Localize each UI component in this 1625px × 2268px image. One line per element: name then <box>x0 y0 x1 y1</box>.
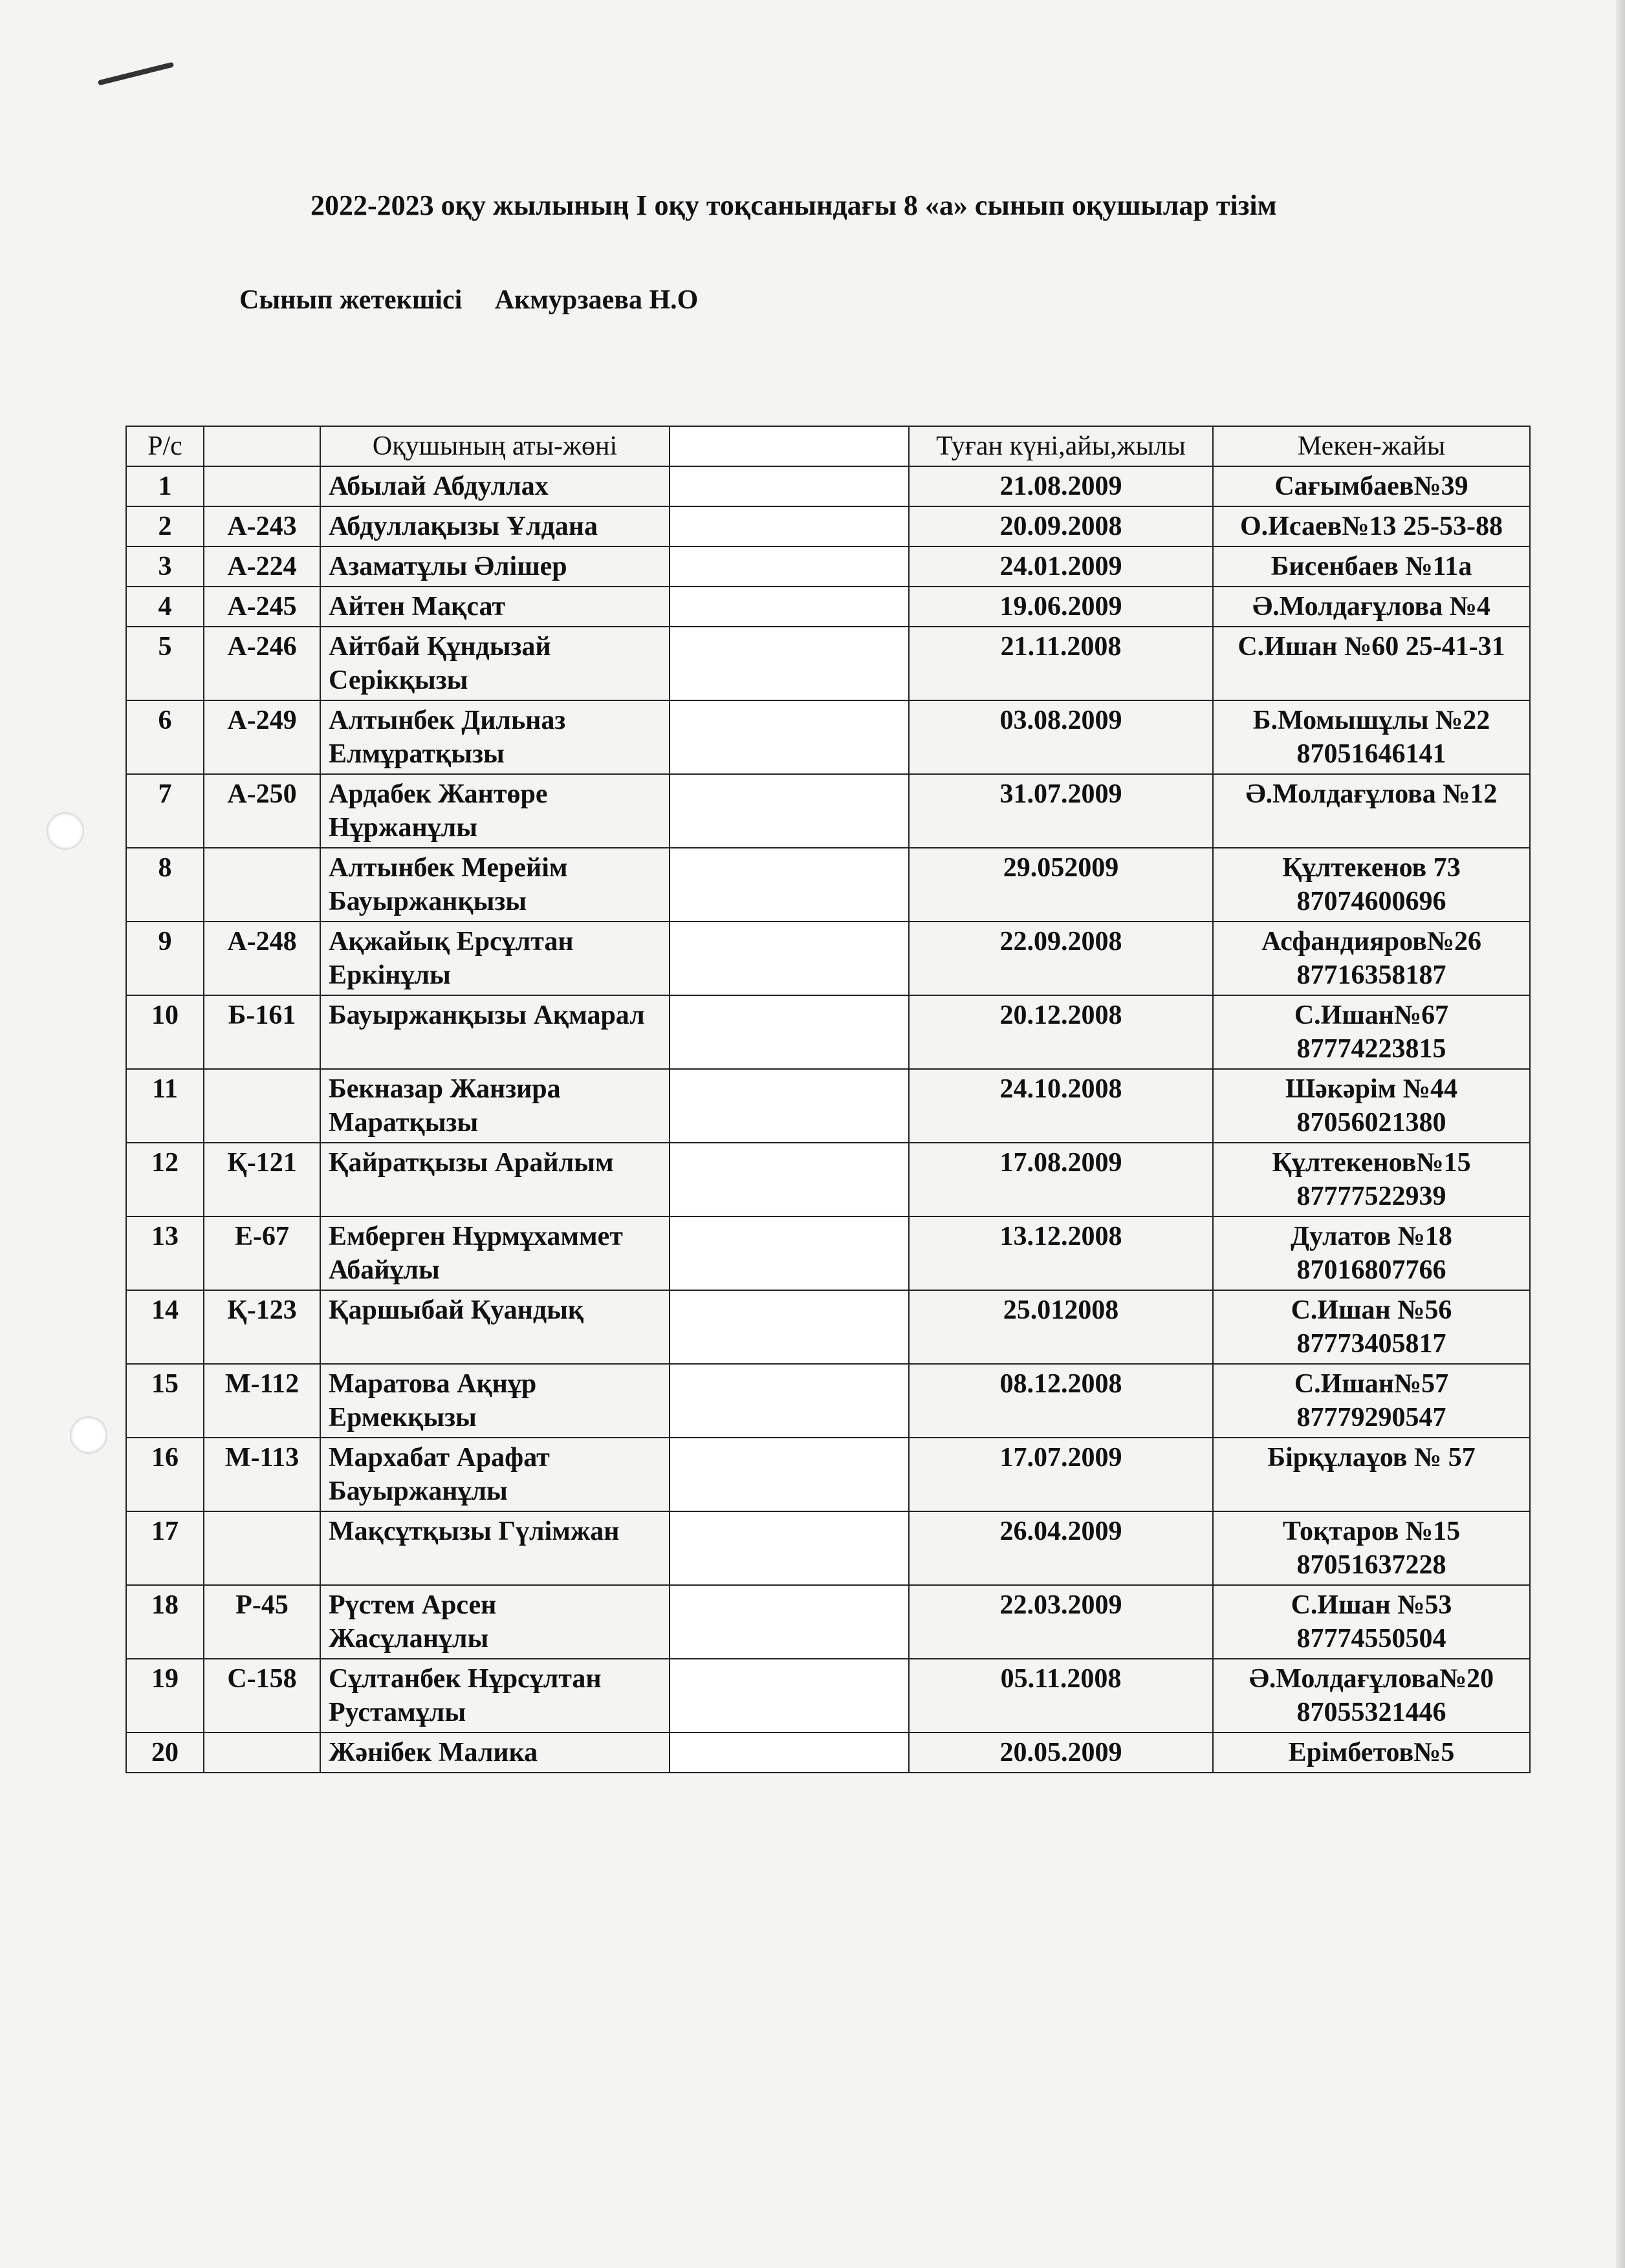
student-code: А-250 <box>204 774 320 848</box>
row-number: 13 <box>126 1216 204 1290</box>
birth-date: 17.07.2009 <box>909 1438 1213 1511</box>
row-number: 6 <box>126 700 204 774</box>
student-code: М-113 <box>204 1438 320 1511</box>
birth-date: 20.05.2009 <box>909 1733 1213 1773</box>
student-code: А-243 <box>204 506 320 546</box>
address: Ә.Молдағұлова№20 87055321446 <box>1213 1659 1530 1733</box>
table-row <box>126 1733 1530 1773</box>
redacted-cell <box>670 774 909 848</box>
table-row <box>126 995 1530 1069</box>
student-code: М-112 <box>204 1364 320 1438</box>
address: Құлтекенов№15 87777522939 <box>1213 1143 1530 1216</box>
student-name: Алтынбек Дильназ Елмұратқызы <box>320 700 670 774</box>
table-row <box>126 546 1530 587</box>
address: Б.Момышұлы №22 87051646141 <box>1213 700 1530 774</box>
redacted-cell <box>670 1438 909 1511</box>
redacted-cell <box>670 922 909 995</box>
table-row <box>126 1659 1530 1733</box>
table-row <box>126 848 1530 922</box>
table-row <box>126 922 1530 995</box>
row-number: 17 <box>126 1511 204 1585</box>
student-name: Азаматұлы Әлішер <box>320 546 670 587</box>
student-name: Мақсұтқызы Гүлімжан <box>320 1511 670 1585</box>
birth-date: 25.012008 <box>909 1290 1213 1364</box>
student-name: Абылай Абдуллах <box>320 466 670 506</box>
address: Бисенбаев №11а <box>1213 546 1530 587</box>
student-name: Мархабат Арафат Бауыржанұлы <box>320 1438 670 1511</box>
student-name: Жәнібек Малика <box>320 1733 670 1773</box>
address: О.Исаев№13 25-53-88 <box>1213 506 1530 546</box>
redacted-cell <box>670 1290 909 1364</box>
row-number: 9 <box>126 922 204 995</box>
header-code <box>204 426 320 466</box>
row-number: 20 <box>126 1733 204 1773</box>
student-code <box>204 1733 320 1773</box>
header-name: Оқушының аты-жөні <box>320 426 670 466</box>
punch-hole <box>70 1416 107 1454</box>
student-name: Қаршыбай Қуандық <box>320 1290 670 1364</box>
address: Тоқтаров №15 87051637228 <box>1213 1511 1530 1585</box>
row-number: 1 <box>126 466 204 506</box>
redacted-column-header <box>670 426 909 466</box>
student-name: Айтен Мақсат <box>320 587 670 627</box>
address: С.Ишан №56 87773405817 <box>1213 1290 1530 1364</box>
student-code: А-249 <box>204 700 320 774</box>
student-code: А-246 <box>204 627 320 700</box>
document-title: 2022-2023 оқу жылының I оқу тоқсанындағы 8 «а» сынып оқушылар тізім <box>311 189 1277 221</box>
birth-date: 26.04.2009 <box>909 1511 1213 1585</box>
table-row <box>126 1511 1530 1585</box>
table-row <box>126 774 1530 848</box>
redacted-cell <box>670 1364 909 1438</box>
header-address: Мекен-жайы <box>1213 426 1530 466</box>
student-code <box>204 848 320 922</box>
redacted-cell <box>670 1511 909 1585</box>
birth-date: 21.11.2008 <box>909 627 1213 700</box>
teacher-label: Сынып жетекшісі <box>239 285 463 315</box>
row-number: 8 <box>126 848 204 922</box>
student-name: Айтбай Құндызай Серікқызы <box>320 627 670 700</box>
table-row <box>126 700 1530 774</box>
table-row <box>126 1364 1530 1438</box>
table-row <box>126 1290 1530 1364</box>
redacted-cell <box>670 1733 909 1773</box>
student-list-table <box>125 426 1531 1773</box>
birth-date: 19.06.2009 <box>909 587 1213 627</box>
table-row <box>126 627 1530 700</box>
table-row <box>126 466 1530 506</box>
student-code: А-224 <box>204 546 320 587</box>
birth-date: 21.08.2009 <box>909 466 1213 506</box>
redacted-cell <box>670 506 909 546</box>
student-code: Қ-123 <box>204 1290 320 1364</box>
header-no: Р/с <box>126 426 204 466</box>
redacted-cell <box>670 1216 909 1290</box>
pen-mark <box>98 62 174 86</box>
redacted-cell <box>670 1143 909 1216</box>
row-number: 5 <box>126 627 204 700</box>
row-number: 15 <box>126 1364 204 1438</box>
redacted-cell <box>670 587 909 627</box>
table-row <box>126 506 1530 546</box>
address: Асфандияров№26 87716358187 <box>1213 922 1530 995</box>
student-code: Б-161 <box>204 995 320 1069</box>
student-name: Рүстем Арсен Жасұланұлы <box>320 1585 670 1659</box>
address: Шәкәрім №44 87056021380 <box>1213 1069 1530 1143</box>
student-code <box>204 1511 320 1585</box>
student-code <box>204 466 320 506</box>
student-code: С-158 <box>204 1659 320 1733</box>
student-name: Алтынбек Мерейім Бауыржанқызы <box>320 848 670 922</box>
birth-date: 24.01.2009 <box>909 546 1213 587</box>
redacted-cell <box>670 1069 909 1143</box>
birth-date: 20.12.2008 <box>909 995 1213 1069</box>
birth-date: 31.07.2009 <box>909 774 1213 848</box>
address: Ерімбетов№5 <box>1213 1733 1530 1773</box>
row-number: 11 <box>126 1069 204 1143</box>
birth-date: 17.08.2009 <box>909 1143 1213 1216</box>
birth-date: 13.12.2008 <box>909 1216 1213 1290</box>
birth-date: 05.11.2008 <box>909 1659 1213 1733</box>
page-edge <box>1616 0 1625 2268</box>
table-header-row <box>126 426 1530 466</box>
student-name: Сұлтанбек Нұрсұлтан Рустамұлы <box>320 1659 670 1733</box>
class-teacher-line <box>239 285 698 316</box>
row-number: 2 <box>126 506 204 546</box>
table-row <box>126 587 1530 627</box>
student-name: Бекназар Жанзира Маратқызы <box>320 1069 670 1143</box>
student-code: Е-67 <box>204 1216 320 1290</box>
student-name: Бауыржанқызы Ақмарал <box>320 995 670 1069</box>
student-code: А-245 <box>204 587 320 627</box>
birth-date: 22.09.2008 <box>909 922 1213 995</box>
row-number: 4 <box>126 587 204 627</box>
redacted-cell <box>670 1585 909 1659</box>
student-name: Маратова Ақнұр Ермекқызы <box>320 1364 670 1438</box>
table-row <box>126 1438 1530 1511</box>
row-number: 14 <box>126 1290 204 1364</box>
redacted-cell <box>670 848 909 922</box>
punch-hole <box>47 812 84 850</box>
row-number: 19 <box>126 1659 204 1733</box>
redacted-cell <box>670 1659 909 1733</box>
student-code: Қ-121 <box>204 1143 320 1216</box>
redacted-cell <box>670 700 909 774</box>
redacted-cell <box>670 466 909 506</box>
birth-date: 29.052009 <box>909 848 1213 922</box>
birth-date: 08.12.2008 <box>909 1364 1213 1438</box>
row-number: 12 <box>126 1143 204 1216</box>
birth-date: 24.10.2008 <box>909 1069 1213 1143</box>
table-row <box>126 1585 1530 1659</box>
student-code: Р-45 <box>204 1585 320 1659</box>
address: С.Ишан №60 25-41-31 <box>1213 627 1530 700</box>
address: Сағымбаев№39 <box>1213 466 1530 506</box>
student-code: А-248 <box>204 922 320 995</box>
row-number: 18 <box>126 1585 204 1659</box>
address: Дулатов №18 87016807766 <box>1213 1216 1530 1290</box>
student-name: Емберген Нұрмұхаммет Абайұлы <box>320 1216 670 1290</box>
teacher-name: Акмурзаева Н.О <box>494 285 699 315</box>
table-row <box>126 1216 1530 1290</box>
row-number: 7 <box>126 774 204 848</box>
student-code <box>204 1069 320 1143</box>
birth-date: 22.03.2009 <box>909 1585 1213 1659</box>
table-row <box>126 1069 1530 1143</box>
address: С.Ишан№57 87779290547 <box>1213 1364 1530 1438</box>
address: Ә.Молдағұлова №4 <box>1213 587 1530 627</box>
address: С.Ишан№67 87774223815 <box>1213 995 1530 1069</box>
row-number: 16 <box>126 1438 204 1511</box>
header-birth-date: Туған күні,айы,жылы <box>909 426 1213 466</box>
address: Бірқұлаұов № 57 <box>1213 1438 1530 1511</box>
student-name: Қайратқызы Арайлым <box>320 1143 670 1216</box>
student-name: Абдуллақызы Ұлдана <box>320 506 670 546</box>
row-number: 3 <box>126 546 204 587</box>
birth-date: 20.09.2008 <box>909 506 1213 546</box>
student-name: Ардабек Жантөре Нұржанұлы <box>320 774 670 848</box>
student-name: Ақжайық Ерсұлтан Еркінұлы <box>320 922 670 995</box>
table-row <box>126 1143 1530 1216</box>
redacted-cell <box>670 995 909 1069</box>
address: Ә.Молдағұлова №12 <box>1213 774 1530 848</box>
birth-date: 03.08.2009 <box>909 700 1213 774</box>
address: Құлтекенов 73 87074600696 <box>1213 848 1530 922</box>
address: С.Ишан №53 87774550504 <box>1213 1585 1530 1659</box>
redacted-cell <box>670 546 909 587</box>
row-number: 10 <box>126 995 204 1069</box>
redacted-cell <box>670 627 909 700</box>
